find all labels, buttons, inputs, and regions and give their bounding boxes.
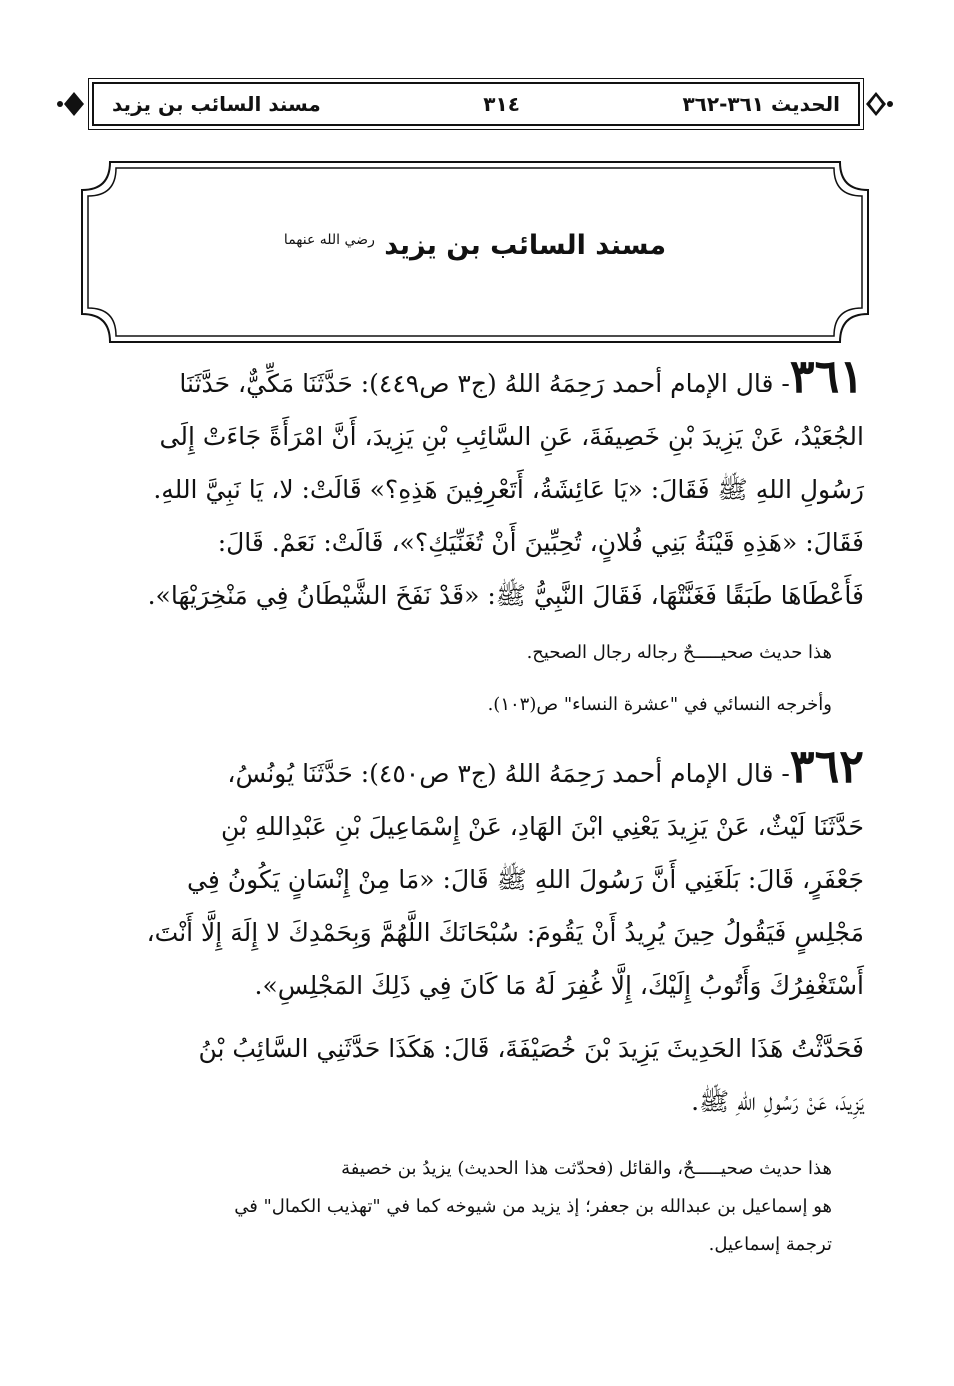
grading-note: هذا حديث صحيـــــحٌ، والقائل (فحدّثت هذا الحديث) يزيدُ بن خصيفة bbox=[341, 1158, 832, 1179]
hadith-line: فَقَالَ: «هَذِهِ قَيْنَةُ بَنِي فُلانٍ، تُحِبِّينَ أَنْ تُغَنِّيَكِ؟»، قَالَتْ: نَعَمْ. قَالَ: bbox=[217, 528, 864, 557]
header-right-title: الحديث ٣٦١-٣٦٢ bbox=[682, 92, 840, 116]
hadith-line: رَسُولِ اللهِ ﷺ فَقَالَ: «يَا عَائِشَةُ، أَتَعْرِفِينَ هَذِهِ؟» قَالَتْ: لا، يَا نَبِيَّ اللهِ. bbox=[153, 475, 864, 504]
hadith-line: الجُعَيْدُ، عَنْ يَزِيدَ بْنِ خَصِيفَةَ، عَنِ السَّائِبِ بْنِ يَزِيدَ، أَنَّ امْرَأَةً جَاءَتْ إِلَى bbox=[159, 422, 864, 451]
hadith-361-notes bbox=[92, 636, 832, 722]
hadith-number: ٣٦٢ bbox=[789, 739, 864, 793]
grading-note: ترجمة إسماعيل. bbox=[708, 1234, 832, 1255]
hadith-line: يَزِيدَ، عَنْ رَسُولِ اللهِ ﷺ. bbox=[691, 1087, 864, 1116]
hadith-line: مَجْلِسٍ فَيَقُولُ حِينَ يُرِيدُ أَنْ يَقُومَ: سُبْحَانَكَ اللَّهُمَّ وَبِحَمْدِكَ لا إِلَهَ إِلَّا أَنْتَ، bbox=[146, 918, 864, 947]
hadith-line: فَحَدَّثْتُ هَذَا الحَدِيثَ يَزِيدَ بْنَ خُصَيْفَةَ، قَالَ: هَكَذَا حَدَّثَنِي السَّائِبُ بْنُ bbox=[198, 1034, 864, 1063]
hadith-line-text: - قال الإمام أحمد رَحِمَهُ اللهُ (ج٣ ص٤٤٩): حَدَّثَنَا مَكِّيٌّ، حَدَّثَنَا bbox=[179, 369, 790, 398]
source-note: وأخرجه النسائي في "عشرة النساء" ص(١٠٣). bbox=[487, 694, 832, 715]
hadith-line: حَدَّثَنَا لَيْثٌ، عَنْ يَزِيدَ يَعْنِي ابْنَ الهَادِ، عَنْ إِسْمَاعِيلَ بْنِ عَبْدِاللهِ بْنِ bbox=[220, 812, 864, 841]
hadith-line bbox=[92, 349, 864, 410]
hadith-362 bbox=[92, 739, 864, 1128]
grading-note: هو إسماعيل بن عبدالله بن جعفر؛ إذ يزيد من شيوخه كما في "تهذيب الكمال" في bbox=[234, 1196, 832, 1217]
hadith-line: فَأَعْطَاهَا طَبَقًا فَغَنَّتْهَا، فَقَالَ النَّبِيُّ ﷺ: «قَدْ نَفَخَ الشَّيْطَانُ فِي مَنْخِرَيْهَا». bbox=[147, 581, 864, 610]
hadith-number: ٣٦١ bbox=[789, 349, 864, 403]
chapter-title-text: مسند السائب بن يزيد bbox=[384, 230, 667, 261]
page-number: ٣١٤ bbox=[483, 92, 520, 116]
running-header bbox=[92, 82, 860, 126]
hadith-line-text: - قال الإمام أحمد رَحِمَهُ اللهُ (ج٣ ص٤٥٠): حَدَّثَنَا يُونُسُ، bbox=[227, 759, 790, 788]
hadith-line bbox=[92, 739, 864, 800]
hadith-362-notes bbox=[92, 1150, 832, 1264]
chapter-title bbox=[80, 230, 870, 261]
hadith-line: أَسْتَغْفِرُكَ وَأَتُوبُ إِلَيْكَ، إِلَّا غُفِرَ لَهُ مَا كَانَ فِي ذَلِكَ المَجْلِسِ». bbox=[254, 971, 864, 1000]
grading-note: هذا حديث صحيـــــحٌ رجاله رجال الصحيح. bbox=[526, 642, 832, 663]
chapter-title-frame bbox=[80, 160, 870, 344]
hadith-361 bbox=[92, 349, 864, 622]
ornament-icon bbox=[56, 86, 86, 122]
hadith-line: جَعْفَرٍ، قَالَ: بَلَغَنِي أَنَّ رَسُولَ اللهِ ﷺ قَالَ: «مَا مِنْ إِنْسَانٍ يَكُونُ فِي bbox=[187, 865, 864, 894]
honorific: رضي الله عنهما bbox=[283, 232, 375, 248]
ornament-icon bbox=[864, 86, 894, 122]
header-left-title: مسند السائب بن يزيد bbox=[112, 92, 321, 116]
